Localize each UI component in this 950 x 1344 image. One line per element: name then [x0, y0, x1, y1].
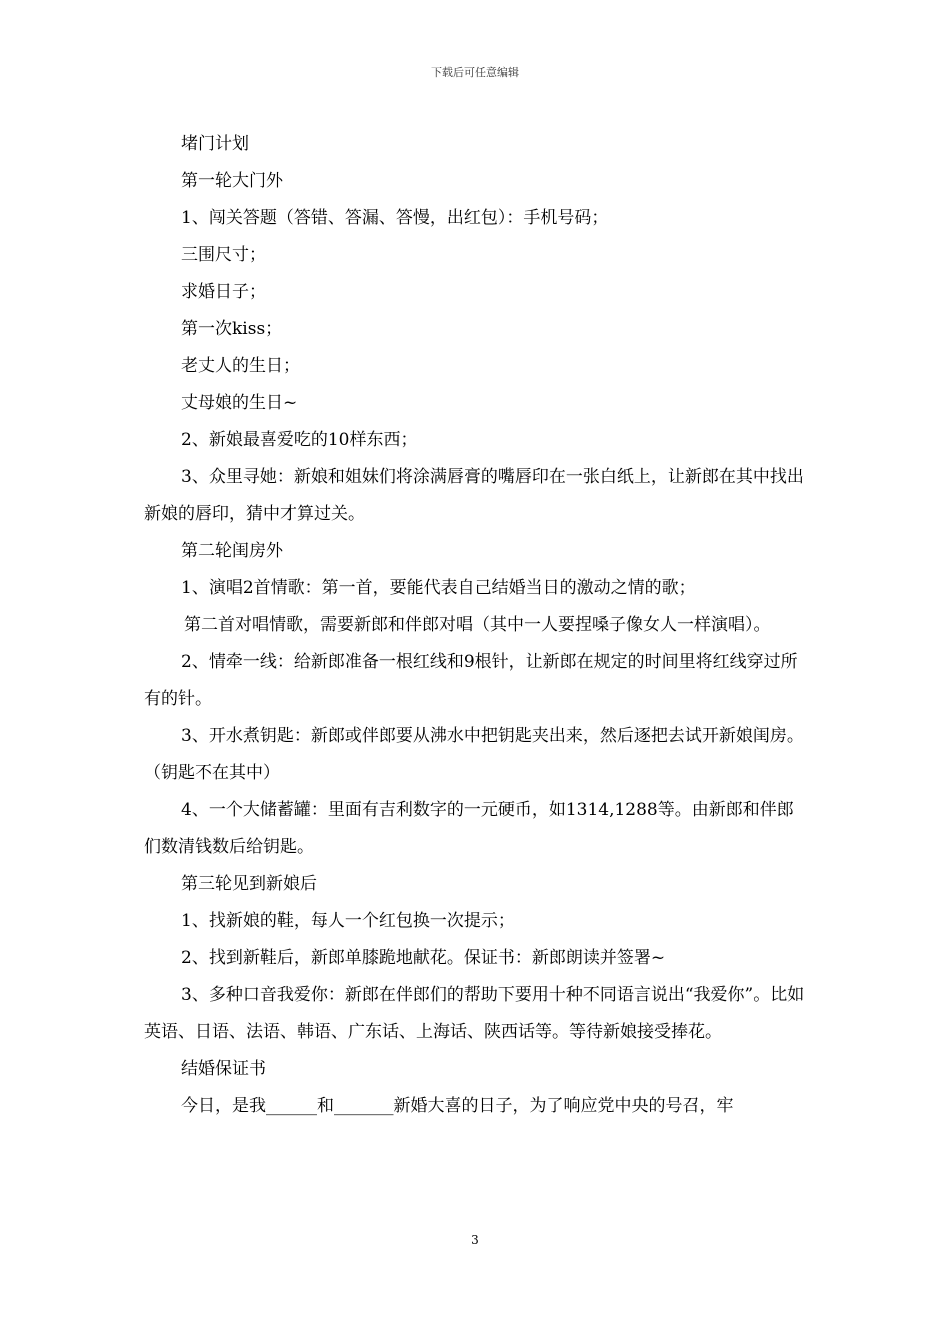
page-header: 下载后可任意编辑 [431, 66, 519, 79]
paragraph-9: 2、新娘最喜爱吃的10样东西； [181, 430, 418, 450]
paragraph-13: 第二首对唱情歌，需要新郎和伴郎对唱（其中一人要捏嗓子像女人一样演唱）。 [184, 615, 771, 635]
paragraph-4: 三围尺寸； [181, 245, 266, 265]
paragraph-8: 丈母娘的生日~ [181, 393, 298, 413]
paragraph-20: 3、多种口音我爱你：新郎在伴郎们的帮助下要用十种不同语言说出“我爱你”。比如英语、日语、法语、韩语、广东话、上海话、陕西话等。等待新娘接受捧花。 [144, 985, 805, 1042]
paragraph-14: 2、情牵一线：给新郎准备一根红线和9根针，让新郎在规定的时间里将红线穿过所有的针。 [144, 652, 798, 709]
paragraph-17: 第三轮见到新娘后 [181, 874, 317, 894]
paragraph-6: 第一次kiss； [181, 319, 283, 339]
paragraph-18: 1、找新娘的鞋，每人一个红包换一次提示； [181, 911, 515, 931]
paragraph-12: 1、演唱2首情歌：第一首，要能代表自己结婚当日的激动之情的歌； [181, 578, 696, 598]
paragraph-3: 1、闯关答题（答错、答漏、答慢，出红包）：手机号码； [181, 208, 609, 228]
paragraph-7: 老丈人的生日； [181, 356, 300, 376]
paragraph-15: 3、开水煮钥匙：新郎或伴郎要从沸水中把钥匙夹出来，然后逐把去试开新娘闺房。（钥匙不在其中） [144, 726, 804, 783]
paragraph-19: 2、找到新鞋后，新郎单膝跪地献花。保证书：新郎朗读并签署~ [181, 948, 666, 968]
paragraph-2: 第一轮大门外 [181, 171, 283, 191]
paragraph-22: 今日，是我______和_______新婚大喜的日子，为了响应党中央的号召，牢 [181, 1096, 734, 1116]
paragraph-5: 求婚日子； [181, 282, 266, 302]
paragraph-11: 第二轮闺房外 [181, 541, 283, 561]
page-number: 3 [471, 1233, 479, 1247]
document-body [144, 126, 808, 1125]
paragraph-16: 4、一个大储蓄罐：里面有吉利数字的一元硬币，如1314,1288等。由新郎和伴郎们数清钱数后给钥匙。 [144, 800, 794, 857]
paragraph-10: 3、众里寻她：新娘和姐妹们将涂满唇膏的嘴唇印在一张白纸上，让新郎在其中找出新娘的唇印，猜中才算过关。 [144, 467, 804, 524]
paragraph-21: 结婚保证书 [181, 1059, 266, 1079]
paragraph-1: 堵门计划 [181, 134, 249, 154]
